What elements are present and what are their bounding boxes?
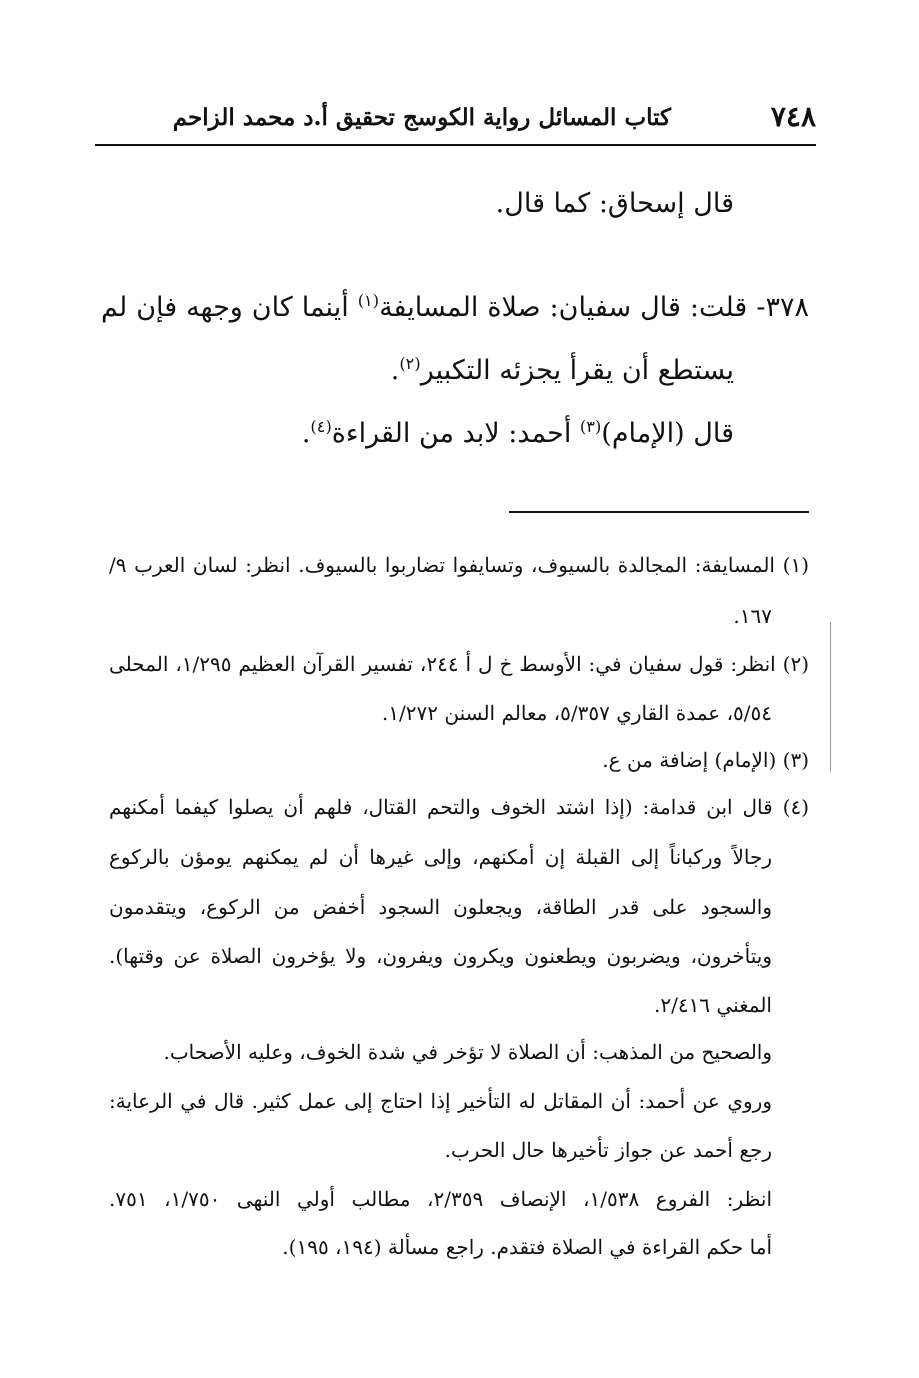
- footnote-ref-3: (٣): [579, 417, 602, 436]
- footnote-4-line-1: (٤) قال ابن قدامة: (إذا اشتد الخوف والتحم القتال، فلهم أن يصلوا كيفما أمكنهم: [109, 795, 809, 819]
- footnote-3-line-1: (٣) (الإمام) إضافة من ع.: [602, 748, 809, 772]
- main-paragraph-2-line-1: [101, 292, 809, 323]
- answer-text-cont: أحمد: لابد من القراءة: [331, 418, 580, 449]
- footnote-4-line-8: رجع أحمد عن جواز تأخيرها حال الحرب.: [444, 1138, 772, 1162]
- footnote-ref-2: (٢): [399, 354, 421, 373]
- footnote-4-line-9: انظر: الفروع ١/٥٣٨، الإنصاف ٢/٣٥٩، مطالب أولي النهى ١/٧٥٠، ٧٥١.: [109, 1187, 773, 1211]
- main-paragraph-2-line-2: [391, 355, 734, 386]
- footnote-4-line-2: رجالاً وركباناً إلى القبلة إن أمكنهم، وإلى غيرها أن لم يمكنهم يومؤن بالركوع: [109, 845, 772, 869]
- footnote-1-line-2: ١٦٧.: [733, 604, 772, 628]
- answer-text: قال (الإمام): [601, 418, 734, 449]
- issue-text-line2: يستطع أن يقرأ يجزئه التكبير: [420, 355, 734, 386]
- footnote-4-line-3: والسجود على قدر الطاقة، ويجعلون السجود أخفض من الركوع، ويتقدمون: [109, 895, 772, 919]
- issue-text-line2-end: .: [390, 355, 400, 386]
- footnote-2-line-1: (٢) انظر: قول سفيان في: الأوسط خ ل أ ٢٤٤، تفسير القرآن العظيم ١/٢٩٥، المحلى: [109, 652, 809, 676]
- answer-text-end: .: [301, 418, 311, 449]
- footnote-4-line-10: أما حكم القراءة في الصلاة فتقدم. راجع مسألة (١٩٤، ١٩٥).: [282, 1235, 772, 1259]
- footnote-1-line-1: (١) المسايفة: المجالدة بالسيوف، وتسايفوا تضاربوا بالسيوف. انظر: لسان العرب ٩/: [109, 553, 809, 577]
- page-number: ٧٤٨: [770, 100, 816, 133]
- footnote-ref-4: (٤): [310, 417, 332, 436]
- main-paragraph-3: [302, 418, 734, 449]
- footnote-4-line-6: والصحيح من المذهب: أن الصلاة لا تؤخر في شدة الخوف، وعليه الأصحاب.: [163, 1040, 772, 1064]
- footnote-4-line-5: المغني ٢/٤١٦.: [653, 993, 772, 1017]
- footnote-4-line-7: وروي عن أحمد: أن المقاتل له التأخير إذا احتاج إلى عمل كثير. قال في الرعاية:: [109, 1089, 772, 1113]
- footnote-ref-1: (١): [357, 291, 380, 310]
- main-paragraph-1: قال إسحاق: كما قال.: [495, 188, 734, 219]
- footnote-2-line-2: ٥/٥٤، عمدة القاري ٥/٣٥٧، معالم السنن ١/٢٧٢.: [381, 701, 772, 725]
- running-title: كتاب المسائل رواية الكوسج تحقيق أ.د محمد الزاحم: [172, 104, 671, 131]
- footnote-separator: [509, 511, 809, 513]
- page-header: [95, 98, 816, 146]
- issue-text-cont: أينما كان وجهه فإن لم: [101, 292, 358, 323]
- footnote-4-line-4: ويتأخرون، ويضربون ويطعنون ويكرون ويفرون، ولا يؤخرون الصلاة عن وقتها).: [109, 944, 772, 968]
- issue-text: ٣٧٨- قلت: قال سفيان: صلاة المسايفة: [379, 292, 809, 323]
- scan-mark: [830, 622, 831, 772]
